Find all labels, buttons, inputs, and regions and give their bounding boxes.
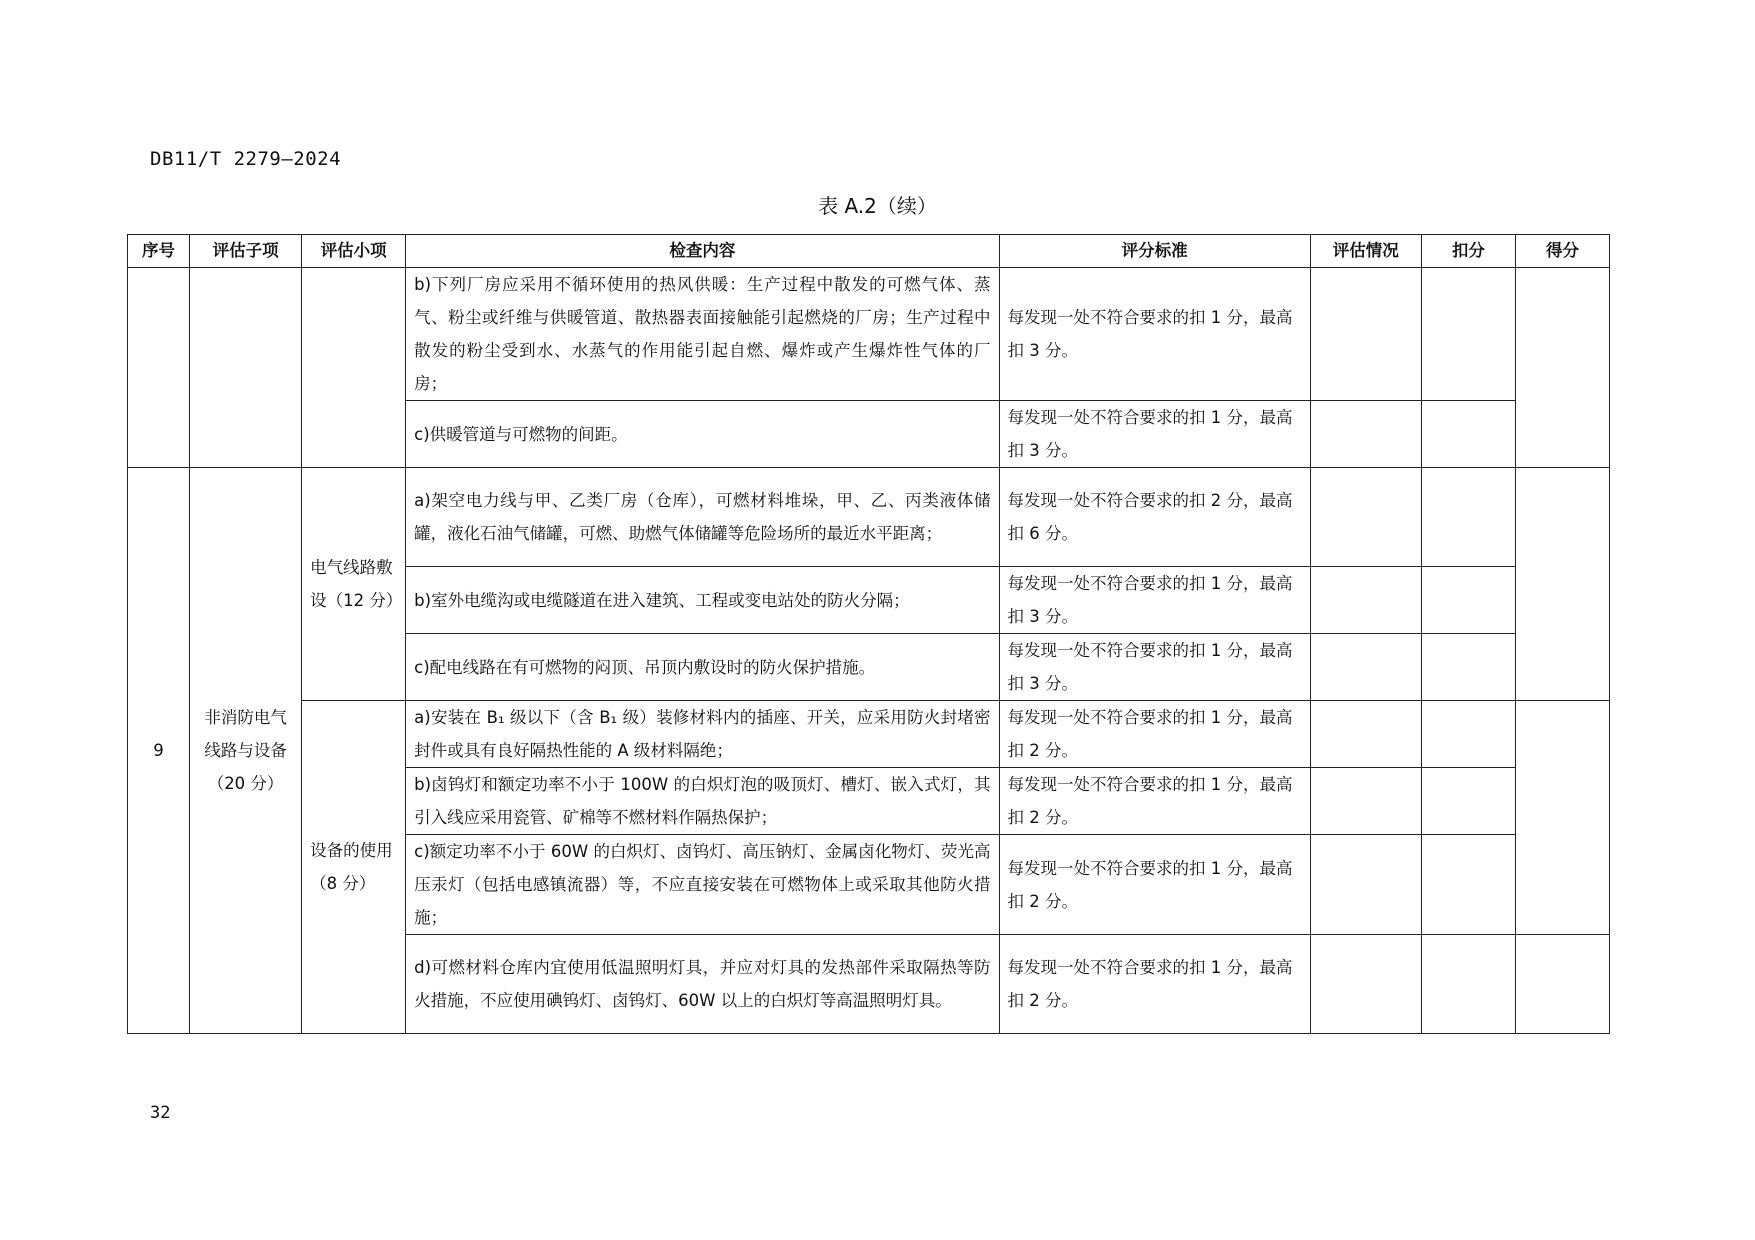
- minor-item-cell: 设备的使用（8 分）: [302, 701, 406, 1034]
- deduction-cell: [1421, 835, 1515, 935]
- check-content: d)可燃材料仓库内宜使用低温照明灯具，并应对灯具的发热部件采取隔热等防火措施，不应使用碘钨灯、卤钨灯、60W 以上的白炽灯等高温照明灯具。: [406, 935, 999, 1034]
- situation-cell: [1310, 401, 1421, 468]
- check-content: c)额定功率不小于 60W 的白炽灯、卤钨灯、高压钠灯、金属卤化物灯、荧光高压汞灯（包括电感镇流器）等，不应直接安装在可燃物体上或采取其他防火措施；: [406, 835, 999, 935]
- score-cell: [1515, 701, 1609, 935]
- situation-cell: [1310, 768, 1421, 835]
- deduction-cell: [1421, 268, 1515, 401]
- situation-cell: [1310, 634, 1421, 701]
- document-code: DB11/T 2279—2024: [150, 148, 342, 170]
- score-cell: [1515, 935, 1609, 1034]
- scoring-standard: 每发现一处不符合要求的扣 1 分，最高扣 2 分。: [999, 935, 1310, 1034]
- scoring-standard: 每发现一处不符合要求的扣 1 分，最高扣 2 分。: [999, 768, 1310, 835]
- check-content: b)室外电缆沟或电缆隧道在进入建筑、工程或变电站处的防火分隔；: [406, 567, 999, 634]
- header-deduction: 扣分: [1421, 235, 1515, 268]
- check-content: c)供暖管道与可燃物的间距。: [406, 401, 999, 468]
- table-row: [128, 701, 1610, 768]
- deduction-cell: [1421, 567, 1515, 634]
- situation-cell: [1310, 701, 1421, 768]
- scoring-standard: 每发现一处不符合要求的扣 1 分，最高扣 3 分。: [999, 567, 1310, 634]
- table-title: 表 A.2（续）: [818, 194, 937, 218]
- situation-cell: [1310, 935, 1421, 1034]
- header-standard: 评分标准: [999, 235, 1310, 268]
- situation-cell: [1310, 468, 1421, 567]
- deduction-cell: [1421, 401, 1515, 468]
- scoring-standard: 每发现一处不符合要求的扣 2 分，最高扣 6 分。: [999, 468, 1310, 567]
- minor-item-cell-empty: [302, 268, 406, 468]
- header-content: 检查内容: [406, 235, 999, 268]
- situation-cell: [1310, 268, 1421, 401]
- evaluation-table: [127, 234, 1610, 1034]
- seq-cell-empty: [128, 268, 190, 468]
- table-row: [128, 268, 1610, 401]
- header-minor-item: 评估小项: [302, 235, 406, 268]
- deduction-cell: [1421, 634, 1515, 701]
- check-content: b)下列厂房应采用不循环使用的热风供暖：生产过程中散发的可燃气体、蒸气、粉尘或纤维与供暖管道、散热器表面接触能引起燃烧的厂房；生产过程中散发的粉尘受到水、水蒸气的作用能引起自燃、爆炸或产生爆炸性气体的厂房；: [406, 268, 999, 401]
- check-content: c)配电线路在有可燃物的闷顶、吊顶内敷设时的防火保护措施。: [406, 634, 999, 701]
- situation-cell: [1310, 567, 1421, 634]
- header-score: 得分: [1515, 235, 1609, 268]
- score-cell: [1515, 468, 1609, 701]
- header-situation: 评估情况: [1310, 235, 1421, 268]
- page-number: 32: [150, 1103, 171, 1123]
- scoring-standard: 每发现一处不符合要求的扣 1 分，最高扣 2 分。: [999, 701, 1310, 768]
- situation-cell: [1310, 835, 1421, 935]
- table-header-row: [128, 235, 1610, 268]
- header-seq: 序号: [128, 235, 190, 268]
- minor-item-cell: 电气线路敷设（12 分）: [302, 468, 406, 701]
- scoring-standard: 每发现一处不符合要求的扣 1 分，最高扣 3 分。: [999, 634, 1310, 701]
- scoring-standard: 每发现一处不符合要求的扣 1 分，最高扣 2 分。: [999, 835, 1310, 935]
- table-row: [128, 468, 1610, 567]
- sub-item-cell-empty: [190, 268, 302, 468]
- deduction-cell: [1421, 768, 1515, 835]
- deduction-cell: [1421, 701, 1515, 768]
- check-content: a)架空电力线与甲、乙类厂房（仓库），可燃材料堆垛，甲、乙、丙类液体储罐，液化石油气储罐，可燃、助燃气体储罐等危险场所的最近水平距离；: [406, 468, 999, 567]
- check-content: b)卤钨灯和额定功率不小于 100W 的白炽灯泡的吸顶灯、槽灯、嵌入式灯，其引入线应采用瓷管、矿棉等不燃材料作隔热保护；: [406, 768, 999, 835]
- scoring-standard: 每发现一处不符合要求的扣 1 分，最高扣 3 分。: [999, 401, 1310, 468]
- deduction-cell: [1421, 468, 1515, 567]
- seq-cell: 9: [128, 468, 190, 1034]
- score-cell: [1515, 268, 1609, 468]
- scoring-standard: 每发现一处不符合要求的扣 1 分，最高扣 3 分。: [999, 268, 1310, 401]
- deduction-cell: [1421, 935, 1515, 1034]
- check-content: a)安装在 B₁ 级以下（含 B₁ 级）装修材料内的插座、开关，应采用防火封堵密封件或具有良好隔热性能的 A 级材料隔绝；: [406, 701, 999, 768]
- sub-item-cell: 非消防电气线路与设备（20 分）: [190, 468, 302, 1034]
- header-sub-item: 评估子项: [190, 235, 302, 268]
